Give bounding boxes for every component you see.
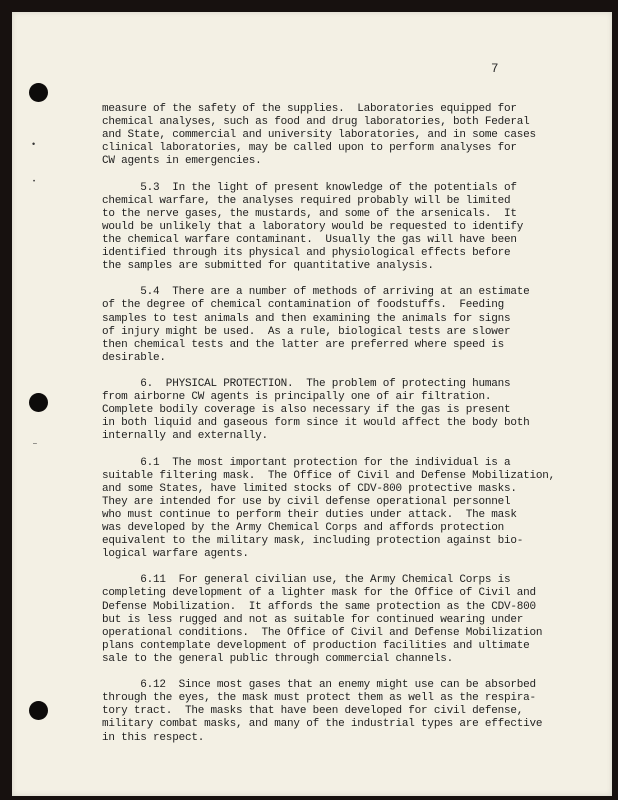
text-line: clinical laboratories, may be called upon to perform analyses for [102, 142, 517, 155]
text-line: chemical warfare, the analyses required probably will be limited [102, 194, 511, 207]
text-line: samples to test animals and then examining the animals for signs [102, 312, 511, 325]
text-line: and some States, have limited stocks of CDV-800 protective masks. [102, 482, 517, 495]
page-number: 7 [491, 62, 499, 76]
text-line: who must continue to perform their duties under attack. The mask [102, 508, 517, 521]
text-line: equivalent to the military mask, including protection against bio- [102, 535, 524, 548]
text-line: 5.3 In the light of present knowledge of the potentials of [102, 181, 517, 194]
paragraph [102, 286, 555, 365]
text-line: but is less rugged and not as suitable for continued wearing under [102, 613, 524, 626]
text-line: to the nerve gases, the mustards, and some of the arsenicals. It [102, 207, 517, 220]
text-line: 6.11 For general civilian use, the Army Chemical Corps is [102, 574, 511, 587]
text-line: They are intended for use by civil defense operational personnel [102, 495, 511, 508]
text-line: 6. PHYSICAL PROTECTION. The problem of protecting humans [102, 377, 511, 390]
text-line: the samples are submitted for quantitative analysis. [102, 260, 434, 273]
text-line: Complete bodily coverage is also necessary if the gas is present [102, 404, 511, 417]
punch-hole-middle [29, 393, 48, 412]
text-line: military combat masks, and many of the industrial types are effective [102, 718, 543, 731]
text-line: would be unlikely that a laboratory would be requested to identify [102, 220, 524, 233]
punch-hole-top [29, 83, 48, 102]
text-line: in both liquid and gaseous form since it would affect the body both [102, 417, 530, 430]
text-line: sale to the general public through commercial channels. [102, 652, 453, 665]
text-line: and State, commercial and university laboratories, and in some cases [102, 129, 536, 142]
paragraph [102, 457, 555, 562]
text-line: 6.1 The most important protection for the individual is a [102, 456, 511, 469]
paragraph [102, 182, 555, 274]
text-line: chemical analyses, such as food and drug laboratories, both Federal [102, 116, 530, 129]
text-line: operational conditions. The Office of Civil and Defense Mobilization [102, 626, 543, 639]
text-line: measure of the safety of the supplies. Laboratories equipped for [102, 103, 517, 115]
margin-speck: – [33, 440, 37, 447]
text-line: 6.12 Since most gases that an enemy might use can be absorbed [102, 679, 536, 692]
text-line: then chemical tests and the latter are preferred where speed is [102, 338, 505, 351]
paragraph [102, 679, 555, 744]
text-line: CW agents in emergencies. [102, 155, 262, 168]
text-line: internally and externally. [102, 430, 268, 443]
margin-speck: • [33, 179, 36, 185]
text-line: plans contemplate development of production facilities and ultimate [102, 639, 530, 652]
text-line: from airborne CW agents is principally one of air filtration. [102, 391, 492, 404]
margin-speck: • [32, 139, 36, 149]
text-line: was developed by the Army Chemical Corps and affords protection [102, 522, 505, 534]
text-line: 5.4 There are a number of methods of arriving at an estimate [102, 286, 530, 299]
text-line: in this respect. [102, 731, 205, 744]
text-line: desirable. [102, 351, 166, 364]
text-line: of injury might be used. As a rule, biological tests are slower [102, 325, 511, 338]
punch-hole-bottom [29, 701, 48, 720]
paragraph [102, 378, 555, 443]
text-line: suitable filtering mask. The Office of Civil and Defense Mobilization, [102, 469, 556, 482]
text-line: completing development of a lighter mask for the Office of Civil and [102, 587, 536, 600]
paragraph [102, 574, 555, 666]
text-line: of the degree of chemical contamination of foodstuffs. Feeding [102, 299, 505, 312]
text-line: Defense Mobilization. It affords the same protection as the CDV-800 [102, 600, 536, 613]
text-line: identified through its physical and physiological effects before [102, 247, 511, 260]
paragraph [102, 103, 555, 168]
text-line: logical warfare agents. [102, 548, 249, 561]
text-line: the chemical warfare contaminant. Usually the gas will have been [102, 233, 517, 246]
body-text [102, 103, 555, 758]
text-line: tory tract. The masks that have been developed for civil defense, [102, 705, 524, 718]
text-line: through the eyes, the mask must protect them as well as the respira- [102, 692, 536, 705]
